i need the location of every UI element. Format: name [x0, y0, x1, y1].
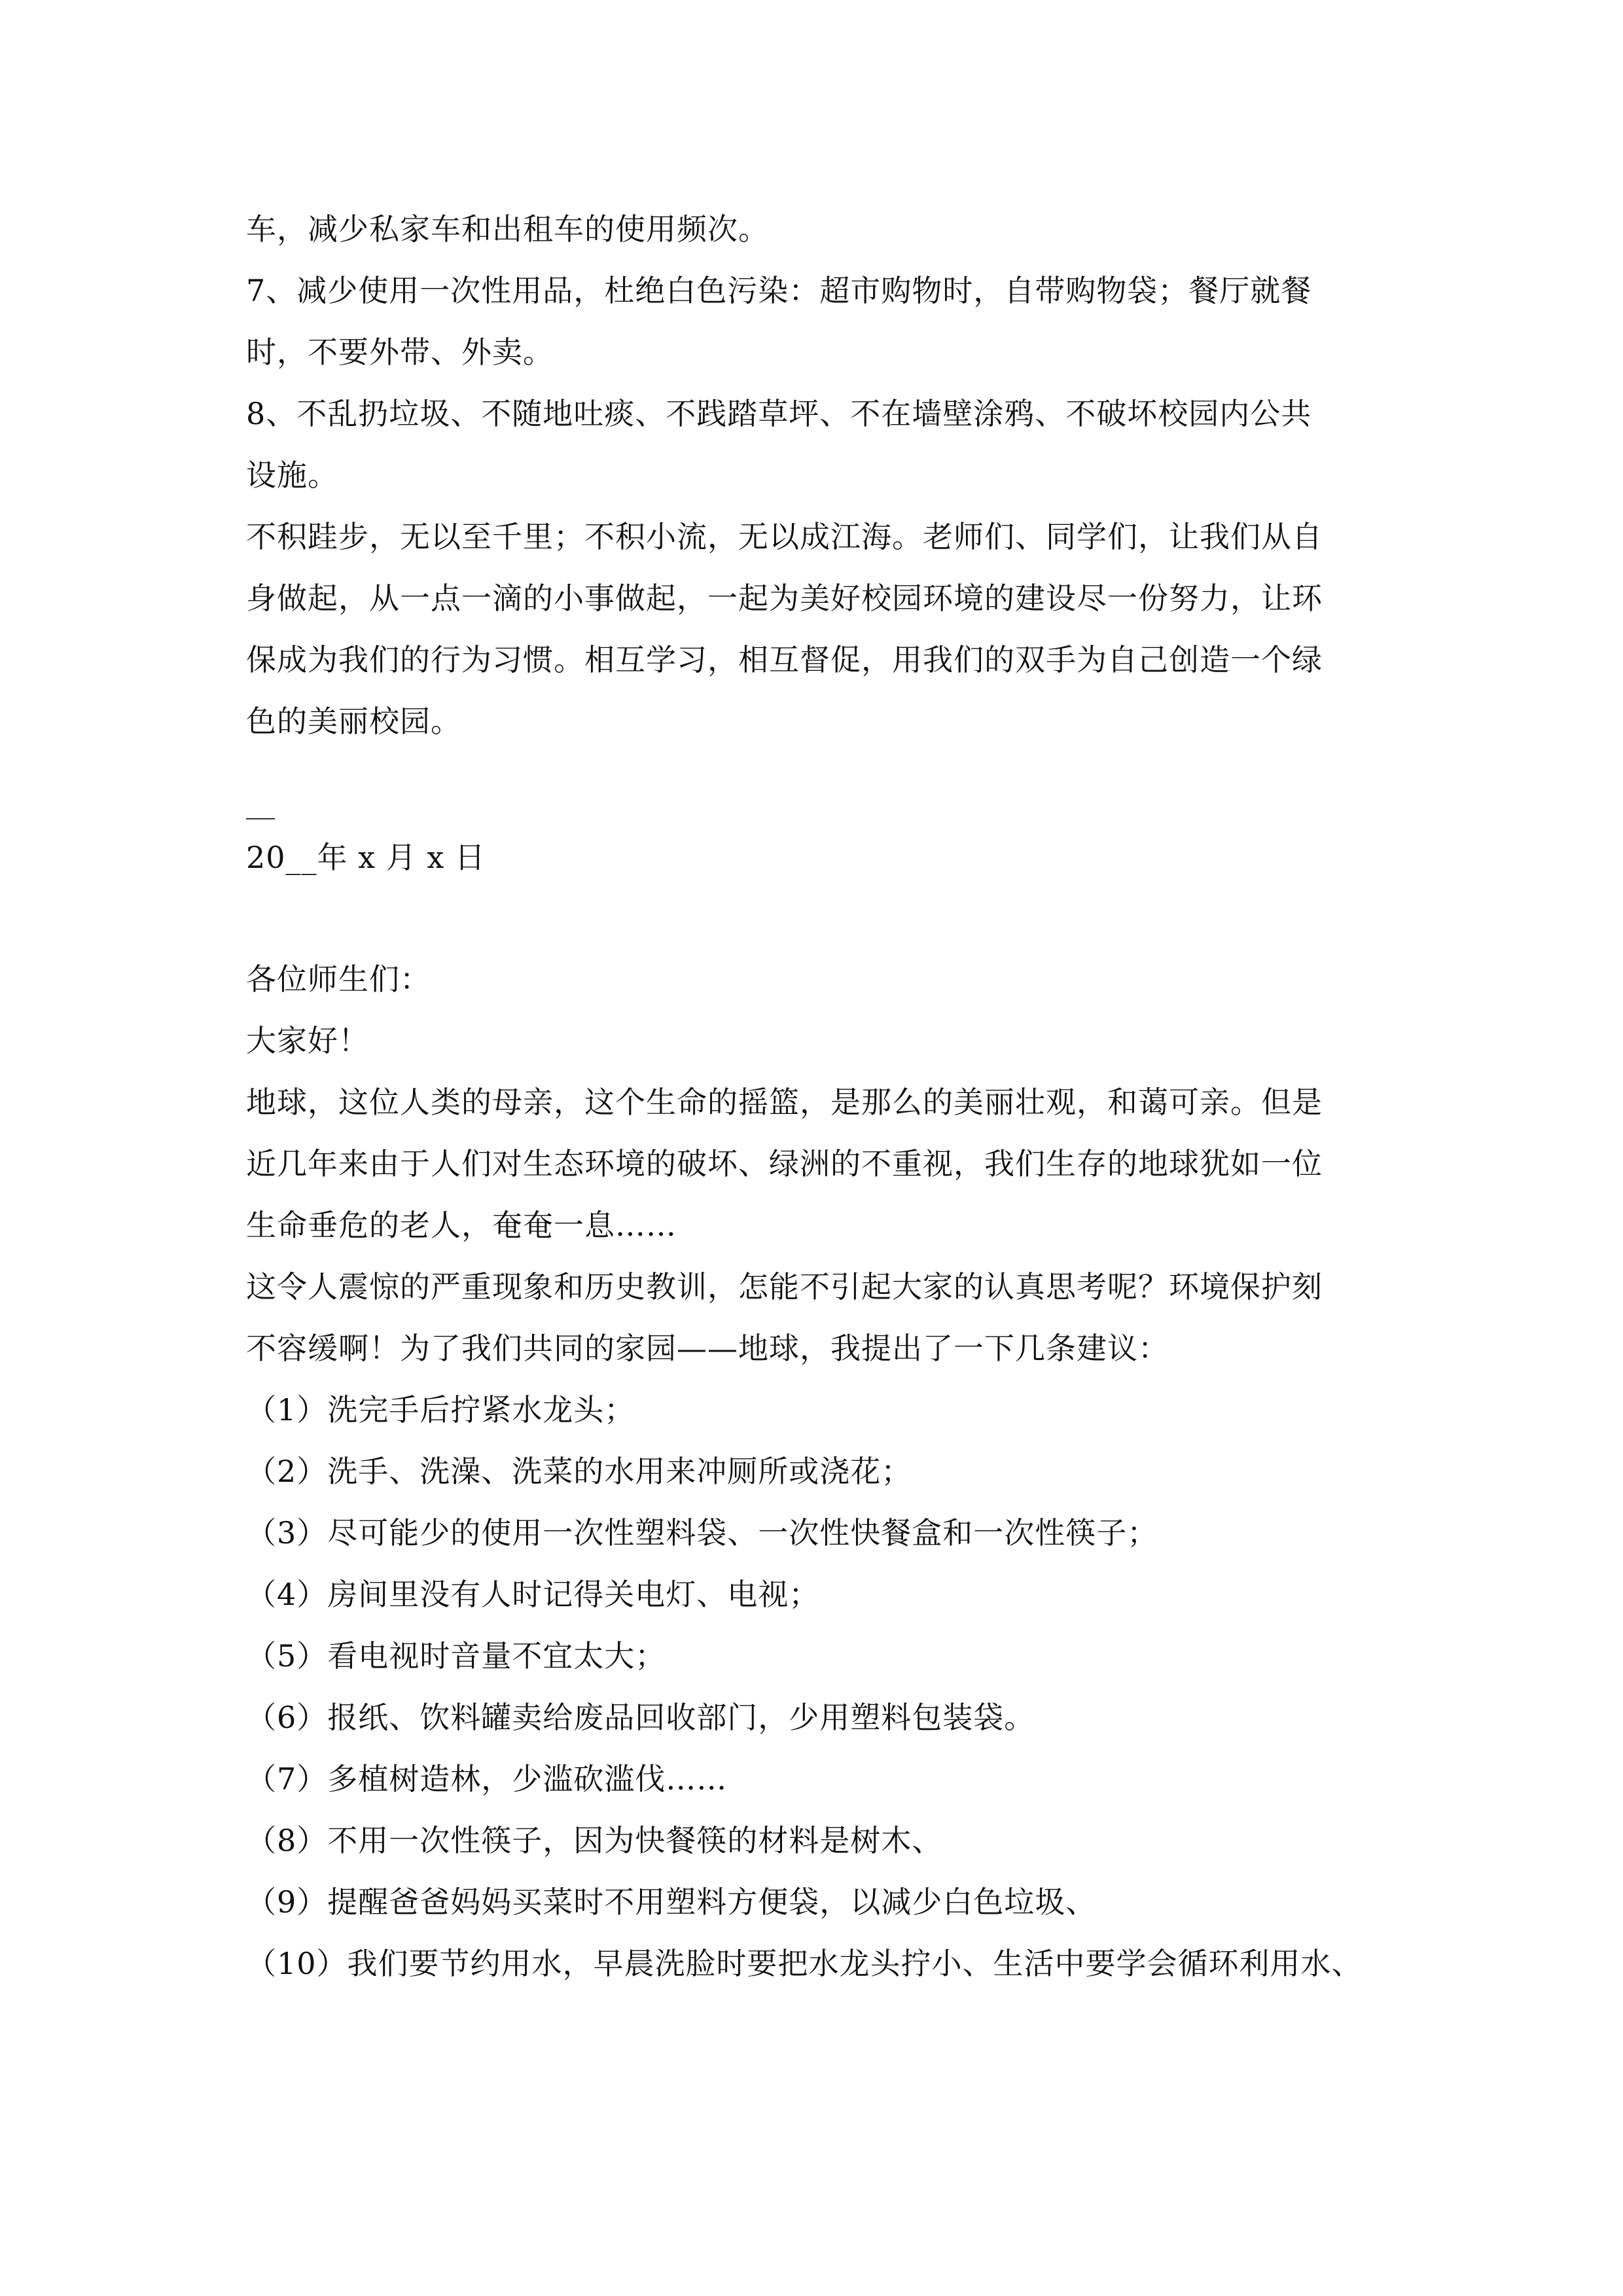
suggestion-item: （2）洗手、洗澡、洗菜的水用来冲厕所或浇花； [246, 1454, 912, 1489]
closing-paragraph: 色的美丽校园。 [246, 704, 461, 739]
suggestion-item: （3）尽可能少的使用一次性塑料袋、一次性快餐盒和一次性筷子； [246, 1515, 1158, 1551]
suggestion-item: （1）洗完手后拧紧水龙头； [246, 1392, 635, 1427]
paragraph-earth: 生命垂危的老人，奄奄一息…… [246, 1208, 677, 1243]
suggestion-item: （5）看电视时音量不宜太大； [246, 1638, 666, 1674]
list-item-7: 7、减少使用一次性用品，杜绝白色污染：超市购物时，自带购物袋；餐厅就餐 [246, 273, 1312, 308]
date-line: 20__年 x 月 x 日 [246, 840, 486, 875]
signature-line [246, 818, 275, 819]
paragraph-proposal: 这令人震惊的严重现象和历史教训，怎能不引起大家的认真思考呢？环境保护刻 [246, 1269, 1323, 1304]
suggestion-item: （4）房间里没有人时记得关电灯、电视； [246, 1577, 820, 1612]
closing-paragraph: 保成为我们的行为习惯。相互学习，相互督促，用我们的双手为自己创造一个绿 [246, 642, 1323, 677]
suggestion-item: （8）不用一次性筷子，因为快餐筷的材料是树木、 [246, 1823, 943, 1858]
suggestion-item: （10）我们要节约用水，早晨洗脸时要把水龙头拧小、生活中要学会循环利用水、 [246, 1946, 1363, 1981]
salutation: 各位师生们： [246, 961, 431, 997]
closing-paragraph: 不积跬步，无以至千里；不积小流，无以成江海。老师们、同学们，让我们从自 [246, 519, 1323, 554]
paragraph-earth: 地球，这位人类的母亲，这个生命的摇篮，是那么的美丽壮观，和蔼可亲。但是 [246, 1085, 1323, 1120]
list-item-8: 8、不乱扔垃圾、不随地吐痰、不践踏草坪、不在墙壁涂鸦、不破坏校园内公共 [246, 396, 1312, 431]
list-item-7-continued: 时，不要外带、外卖。 [246, 334, 554, 370]
closing-paragraph: 身做起，从一点一滴的小事做起，一起为美好校园环境的建设尽一份努力，让环 [246, 581, 1323, 616]
list-item-8-continued: 设施。 [246, 457, 338, 493]
text-line: 车，减少私家车和出租车的使用频次。 [246, 211, 769, 247]
suggestion-item: （9）提醒爸爸妈妈买菜时不用塑料方便袋，以减少白色垃圾、 [246, 1884, 1097, 1920]
suggestion-item: （6）报纸、饮料罐卖给废品回收部门，少用塑料包装袋。 [246, 1700, 1035, 1735]
greeting: 大家好！ [246, 1023, 369, 1058]
paragraph-earth: 近几年来由于人们对生态环境的破坏、绿洲的不重视，我们生存的地球犹如一位 [246, 1146, 1323, 1181]
paragraph-proposal: 不容缓啊！为了我们共同的家园——地球，我提出了一下几条建议： [246, 1331, 1169, 1366]
suggestion-item: （7）多植树造林，少滥砍滥伐…… [246, 1761, 728, 1797]
